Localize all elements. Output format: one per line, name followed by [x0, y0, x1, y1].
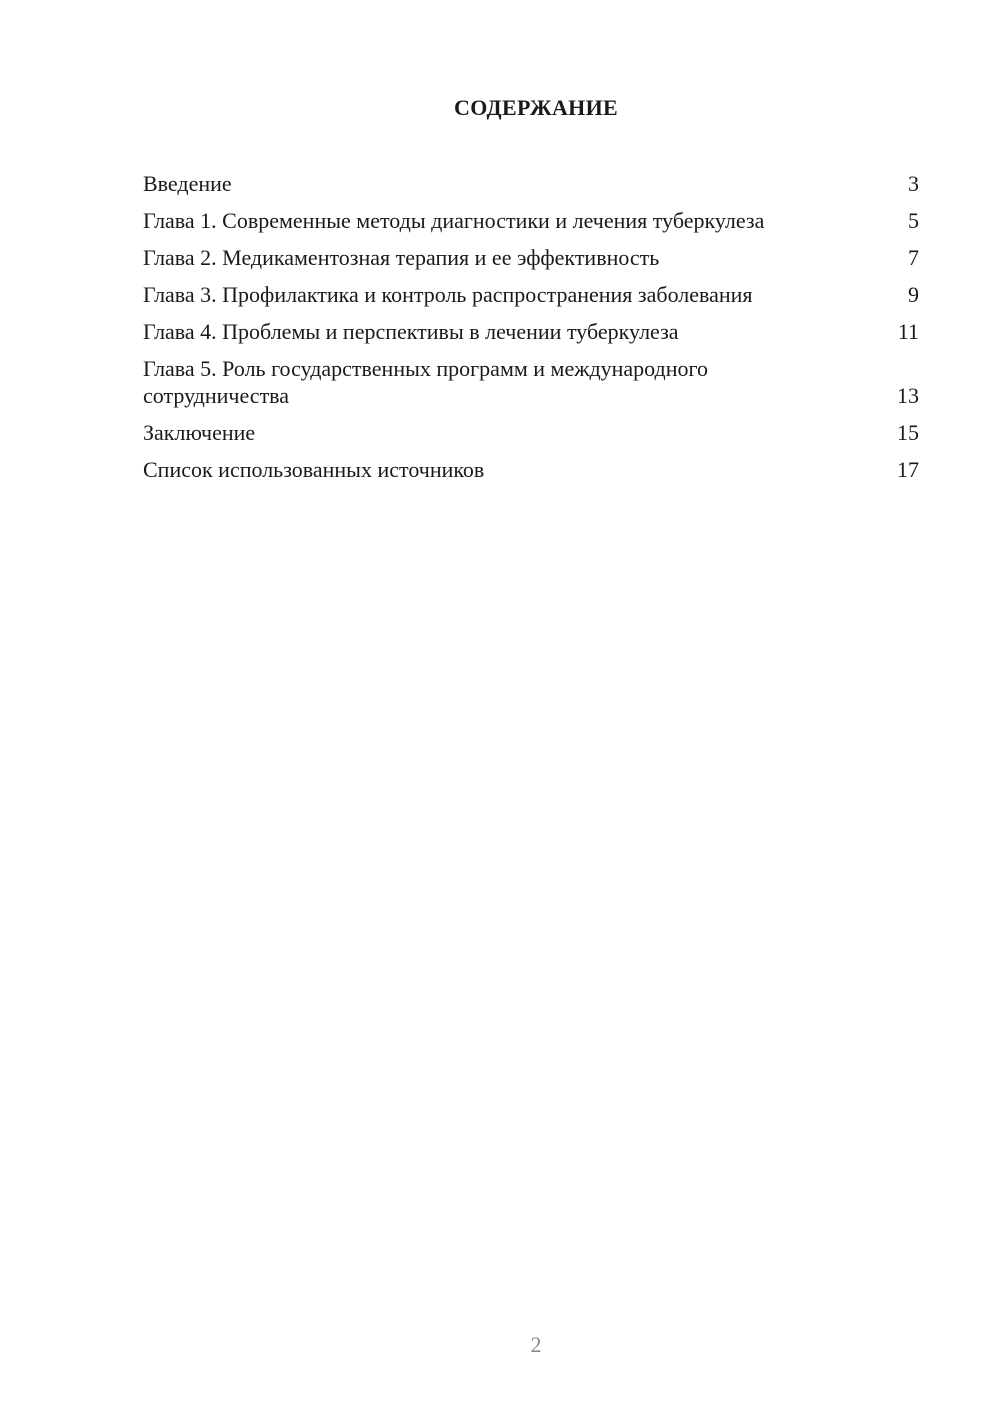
toc-entry-page: 13	[897, 383, 919, 408]
toc-entry-page: 3	[908, 171, 919, 196]
toc-entry-chapter-1[interactable]	[143, 207, 919, 234]
toc-entry-text: Глава 1. Современные методы диагностики и лечения туберкулеза	[143, 208, 765, 233]
toc-entry-page: 7	[908, 245, 919, 270]
toc-entry-chapter-2[interactable]	[143, 244, 919, 271]
toc-entry-text: Глава 4. Проблемы и перспективы в лечении туберкулеза	[143, 319, 679, 344]
toc-entry-references[interactable]	[143, 456, 919, 483]
table-of-contents	[143, 170, 919, 493]
toc-entry-text: Список использованных источников	[143, 457, 485, 482]
toc-entry-text: Глава 5. Роль государственных программ и международного сотрудничества	[143, 356, 708, 408]
toc-entry-text: Введение	[143, 171, 232, 196]
toc-entry-introduction[interactable]	[143, 170, 919, 197]
toc-entry-page: 11	[897, 319, 919, 344]
toc-entry-conclusion[interactable]	[143, 419, 919, 446]
toc-entry-page: 17	[897, 457, 919, 482]
toc-entry-text: Заключение	[143, 420, 256, 445]
toc-entry-page: 15	[897, 420, 919, 445]
toc-entry-chapter-4[interactable]	[143, 318, 919, 345]
page-title: СОДЕРЖАНИЕ	[454, 95, 618, 120]
toc-entry-text: Глава 3. Профилактика и контроль распространения заболевания	[143, 282, 753, 307]
page-number: 2	[530, 1332, 542, 1357]
toc-entry-chapter-5[interactable]	[143, 355, 919, 409]
toc-entry-page: 9	[908, 282, 919, 307]
toc-entry-page: 5	[908, 208, 919, 233]
toc-entry-text: Глава 2. Медикаментозная терапия и ее эффективность	[143, 245, 660, 270]
toc-entry-chapter-3[interactable]	[143, 281, 919, 308]
